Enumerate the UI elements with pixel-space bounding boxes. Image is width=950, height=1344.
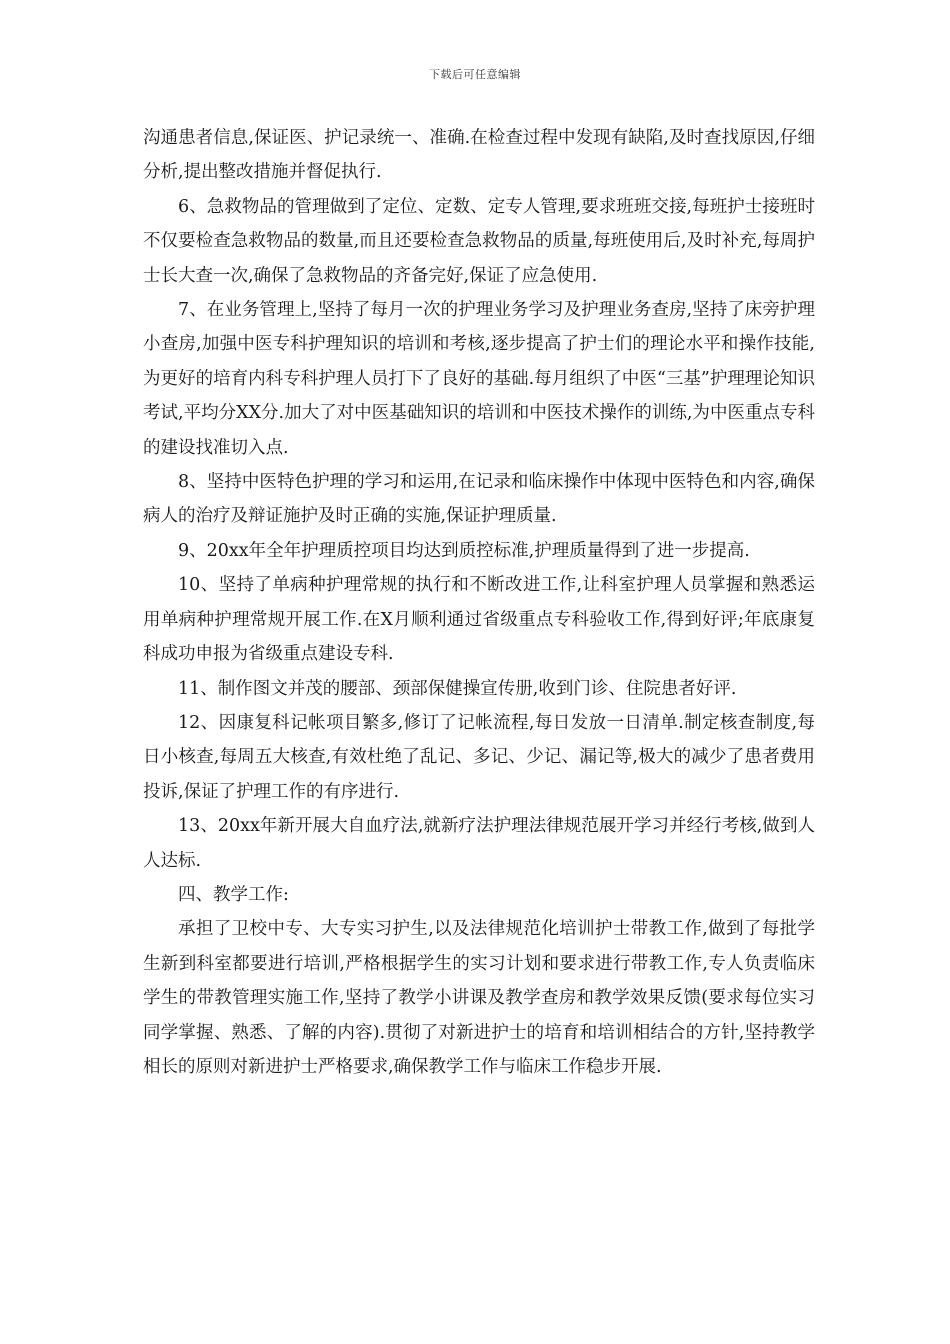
paragraph-item-7: 7、在业务管理上,坚持了每月一次的护理业务学习及护理业务查房,坚持了床旁护理小查房,加强中医专科护理知识的培训和考核,逐步提高了护士们的理论水平和操作技能,为更好的培育内科专科护理人员打下了良好的基础.每月组织了中医“三基”护理理论知识考试,平均分XX分.加大了对中医基础知识的培训和中医技术操作的训练,为中医重点专科的建设找准切入点. xyxy=(143,300,815,458)
paragraph-item-11: 11、制作图文并茂的腰部、颈部保健操宣传册,收到门诊、住院患者好评. xyxy=(178,678,737,699)
paragraph-item-13: 13、20xx年新开展大自血疗法,就新疗法护理法律规范展开学习并经行考核,做到人人达标. xyxy=(143,816,815,871)
paragraph-item-12: 12、因康复科记帐项目繁多,修订了记帐流程,每日发放一日清单.制定核查制度,每日小核查,每周五大核查,有效杜绝了乱记、多记、少记、漏记等,极大的减少了患者费用投诉,保证了护理工作的有序进行. xyxy=(143,712,815,802)
paragraph-item-10: 10、坚持了单病种护理常规的执行和不断改进工作,让科室护理人员掌握和熟悉运用单病种护理常规开展工作.在X月顺利通过省级重点专科验收工作,得到好评;年底康复科成功申报为省级重点建设专科. xyxy=(143,575,815,665)
paragraph-item-9: 9、20xx年全年护理质控项目均达到质控标准,护理质量得到了进一步提高. xyxy=(178,540,750,561)
paragraph-teaching: 承担了卫校中专、大专实习护生,以及法律规范化培训护士带教工作,做到了每批学生新到科室都要进行培训,严格根据学生的实习计划和要求进行带教工作,专人负责临床学生的带教管理实施工作,坚持了教学小讲课及教学查房和教学效果反馈(要求每位实习同学掌握、熟悉、了解的内容).贯彻了对新进护士的培育和培训相结合的方针,坚持教学相长的原则对新进护士严格要求,确保教学工作与临床工作稳步开展. xyxy=(143,919,815,1077)
paragraph-1: 沟通患者信息,保证医、护记录统一、准确.在检查过程中发现有缺陷,及时查找原因,仔细分析,提出整改措施并督促执行. xyxy=(143,128,815,183)
paragraph-item-8: 8、坚持中医特色护理的学习和运用,在记录和临床操作中体现中医特色和内容,确保病人的治疗及辩证施护及时正确的实施,保证护理质量. xyxy=(143,472,815,527)
page-header: 下载后可任意编辑 xyxy=(429,68,521,81)
document-body xyxy=(143,121,815,1084)
section-heading-teaching: 四、教学工作: xyxy=(178,884,289,905)
paragraph-item-6: 6、急救物品的管理做到了定位、定数、定专人管理,要求班班交接,每班护士接班时不仅要检查急救物品的数量,而且还要检查急救物品的质量,每班使用后,及时补充,每周护士长大查一次,确保了急救物品的齐备完好,保证了应急使用. xyxy=(143,196,815,286)
